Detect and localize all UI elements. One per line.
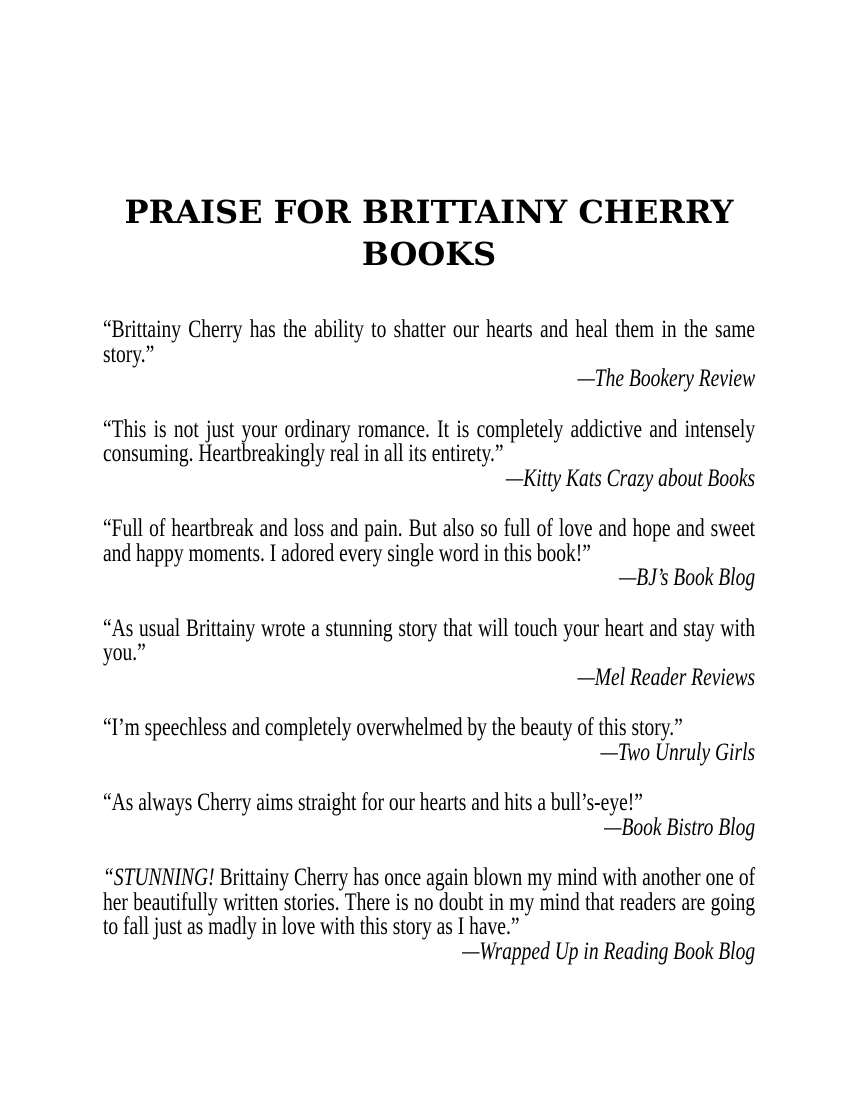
quote-lead: “STUNNING! <box>103 864 215 891</box>
quote-block <box>103 415 756 492</box>
quote-attribution: —The Bookery Review <box>577 365 756 392</box>
quote-body: “Brittainy Cherry has the ability to shatter our hearts and heal them in the same story.” <box>103 316 756 368</box>
quote-body: Brittainy Cherry has once again blown my mind with another one of her beautifully written stories. There is no doubt in my mind that readers are going to fall just as madly in love with this story as I have.” <box>103 864 756 940</box>
quote-text <box>103 614 756 666</box>
quote-attribution: —BJ’s Book Blog <box>618 564 756 591</box>
quote-text <box>103 415 756 467</box>
quote-attribution: —Kitty Kats Crazy about Books <box>505 464 756 492</box>
quote-block <box>103 866 755 964</box>
title-line-1: PRAISE FOR BRITTAINY CHERRY <box>124 193 734 231</box>
quote-text <box>103 716 755 741</box>
quote-text <box>103 866 755 940</box>
quote-attribution: —Wrapped Up in Reading Book Blog <box>462 937 756 965</box>
quote-text <box>103 318 755 367</box>
quote-body: “I’m speechless and completely overwhelmed by the beauty of this story.” <box>103 714 683 741</box>
praise-title <box>103 191 755 275</box>
quote-body: “Full of heartbreak and loss and pain. But also so full of love and hope and sweet and happy moments. I adored every single word in this book!” <box>103 515 756 567</box>
quote-attribution: —Two Unruly Girls <box>600 738 756 766</box>
quote-attribution: —Book Bistro Blog <box>604 813 756 841</box>
quote-text <box>103 791 755 816</box>
quote-block <box>103 716 755 765</box>
quote-block <box>103 318 755 392</box>
quote-body: “As usual Brittainy wrote a stunning story that will touch your heart and stay with you.” <box>103 614 756 666</box>
title-line-2: BOOKS <box>361 235 497 273</box>
quotes-list <box>103 318 755 964</box>
quote-body: “As always Cherry aims straight for our hearts and hits a bull’s-eye!” <box>103 789 643 816</box>
quote-block <box>103 791 755 840</box>
quote-block <box>103 517 755 591</box>
quote-attribution: —Mel Reader Reviews <box>577 663 756 691</box>
quote-text <box>103 517 755 566</box>
quote-block <box>103 614 756 691</box>
quote-body: “This is not just your ordinary romance. It is completely addictive and intensely consuming. Heartbreakingly real in all its entirety.” <box>103 415 756 467</box>
